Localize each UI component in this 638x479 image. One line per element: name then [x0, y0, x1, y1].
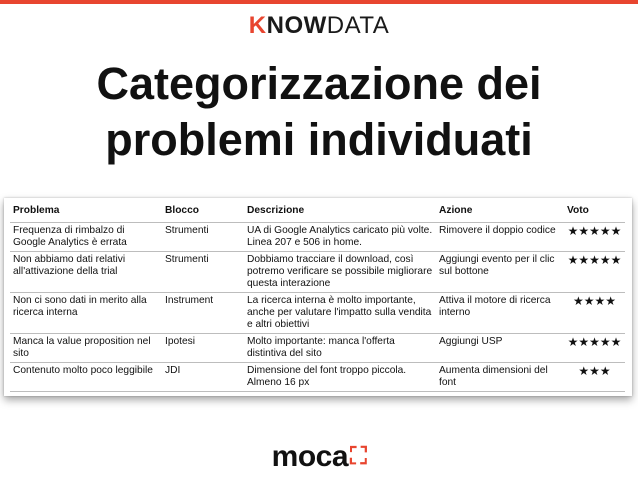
slide-title-line-2: problemi individuati [105, 114, 533, 165]
problems-table-card [4, 198, 632, 396]
header-blocco: Blocco [162, 203, 244, 223]
cell-voto-stars: ★★★ [564, 363, 625, 392]
cell-azione: Aggiungi evento per il clic sul bottone [436, 252, 564, 293]
cell-problema: Non abbiamo dati relativi all'attivazione della trial [10, 252, 162, 293]
moca-logo-mark-icon: ⛶ [350, 443, 367, 470]
cell-azione: Attiva il motore di ricerca interno [436, 293, 564, 334]
cell-descrizione: Dimensione del font troppo piccola. Almeno 16 px [244, 363, 436, 392]
cell-blocco: JDI [162, 363, 244, 392]
cell-voto-stars: ★★★★★ [564, 252, 625, 293]
cell-blocco: Strumenti [162, 223, 244, 252]
header-descrizione: Descrizione [244, 203, 436, 223]
cell-descrizione: La ricerca interna è molto importante, anche per valutare l'impatto sulla vendita e altri obiettivi [244, 293, 436, 334]
cell-voto-stars: ★★★★ [564, 293, 625, 334]
slide-title-line-1: Categorizzazione dei [96, 58, 542, 109]
cell-blocco: Strumenti [162, 252, 244, 293]
cell-voto-stars: ★★★★★ [564, 223, 625, 252]
cell-azione: Aggiungi USP [436, 334, 564, 363]
cell-problema: Non ci sono dati in merito alla ricerca interna [10, 293, 162, 334]
cell-problema: Contenuto molto poco leggibile [10, 363, 162, 392]
knowdata-logo [0, 12, 638, 40]
cell-problema: Frequenza di rimbalzo di Google Analytics è errata [10, 223, 162, 252]
slide-title [0, 56, 638, 168]
table-row [10, 223, 625, 252]
moca-logo-text: moca [271, 440, 349, 473]
logo-data: DATA [326, 12, 390, 39]
cell-azione: Rimovere il doppio codice [436, 223, 564, 252]
cell-blocco: Ipotesi [162, 334, 244, 363]
problems-table [10, 202, 625, 392]
header-voto: Voto [564, 203, 625, 223]
cell-descrizione: Molto importante: manca l'offerta distintiva del sito [244, 334, 436, 363]
cell-azione: Aumenta dimensioni del font [436, 363, 564, 392]
table-row [10, 334, 625, 363]
table-header-row [10, 203, 625, 223]
header-azione: Azione [436, 203, 564, 223]
table-row [10, 363, 625, 392]
top-accent-bar [0, 0, 638, 4]
logo-now: NOW [266, 12, 327, 39]
cell-problema: Manca la value proposition nel sito [10, 334, 162, 363]
moca-logo [0, 440, 638, 474]
cell-voto-stars: ★★★★★ [564, 334, 625, 363]
table-row [10, 252, 625, 293]
header-problema: Problema [10, 203, 162, 223]
cell-blocco: Instrument [162, 293, 244, 334]
logo-k: K [248, 12, 267, 39]
cell-descrizione: UA di Google Analytics caricato più volte. Linea 207 e 506 in home. [244, 223, 436, 252]
table-row [10, 293, 625, 334]
cell-descrizione: Dobbiamo tracciare il download, così potremo verificare se possibile migliorare questa interazione [244, 252, 436, 293]
